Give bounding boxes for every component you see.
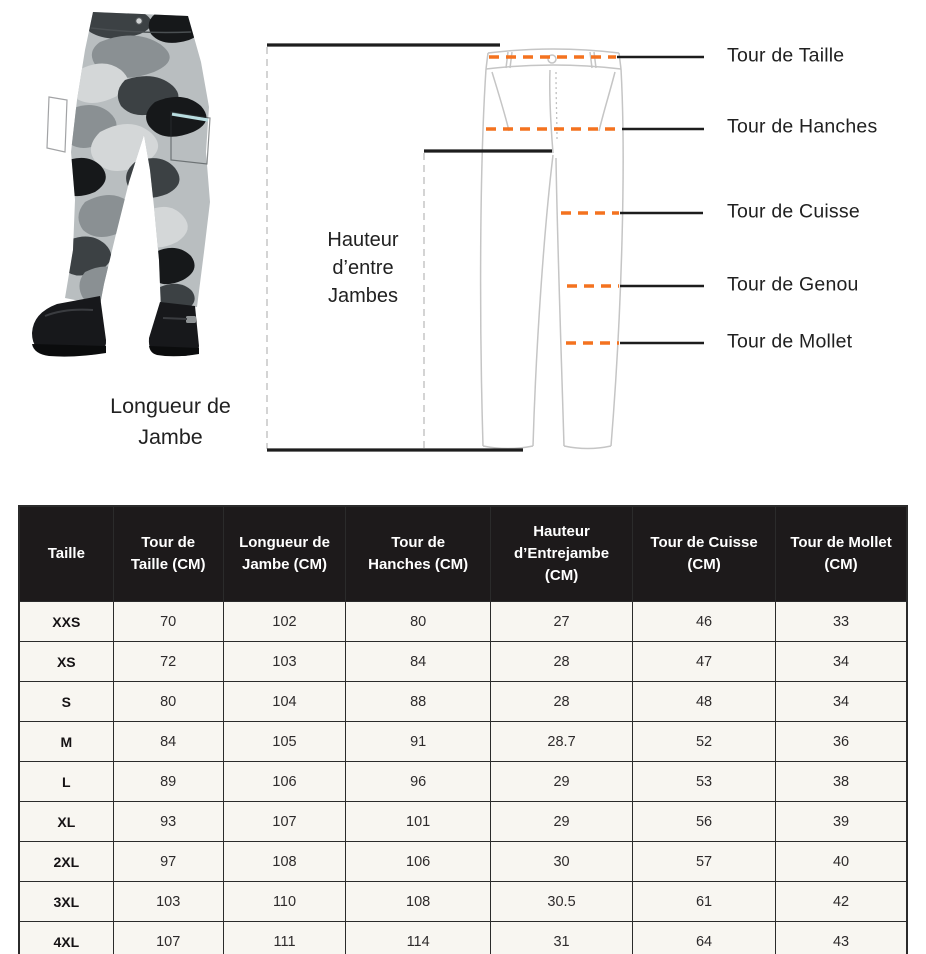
measurement-cell: 101 (346, 802, 491, 842)
measurement-cell: 111 (223, 922, 346, 954)
measurement-cell: 36 (776, 722, 907, 762)
measurement-cell: 107 (223, 802, 346, 842)
waist-measure-label: Tour de Taille (727, 44, 845, 67)
measurement-cell: 80 (113, 682, 223, 722)
size-cell: 4XL (19, 922, 113, 954)
measurement-cell: 47 (633, 642, 776, 682)
column-header-1: Tour de Taille (CM) (113, 506, 223, 602)
size-row-4xl (19, 922, 907, 954)
measurement-cell: 46 (633, 602, 776, 642)
leg-length-label-line2: Jambe (138, 425, 203, 449)
leg-length-label (58, 391, 283, 453)
measurement-cell: 30 (491, 842, 633, 882)
column-header-0: Taille (19, 506, 113, 602)
measurement-cell: 106 (223, 762, 346, 802)
measurement-cell: 38 (776, 762, 907, 802)
column-header-4: Hauteur d’Entrejambe (CM) (491, 506, 633, 602)
knee-measure-label: Tour de Genou (727, 273, 859, 296)
size-table-header (19, 506, 907, 602)
measurement-cell: 84 (113, 722, 223, 762)
measurement-cell: 70 (113, 602, 223, 642)
measurement-cell: 104 (223, 682, 346, 722)
size-row-l (19, 762, 907, 802)
size-cell: XXS (19, 602, 113, 642)
measurement-cell: 34 (776, 642, 907, 682)
measurement-cell: 27 (491, 602, 633, 642)
size-row-xl (19, 802, 907, 842)
measurement-cell: 34 (776, 682, 907, 722)
measurement-cell: 33 (776, 602, 907, 642)
measurement-cell: 57 (633, 842, 776, 882)
measurement-cell: 96 (346, 762, 491, 802)
leg-length-label-line1: Longueur de (110, 394, 231, 418)
measurement-cell: 61 (633, 882, 776, 922)
measurement-cell: 48 (633, 682, 776, 722)
size-cell: L (19, 762, 113, 802)
measurement-cell: 29 (491, 762, 633, 802)
measurement-cell: 80 (346, 602, 491, 642)
measurement-cell: 28 (491, 682, 633, 722)
measurement-cell: 102 (223, 602, 346, 642)
measurement-cell: 64 (633, 922, 776, 954)
measurement-cell: 72 (113, 642, 223, 682)
measurement-cell: 97 (113, 842, 223, 882)
measurement-cell: 42 (776, 882, 907, 922)
column-header-3: Tour de Hanches (CM) (346, 506, 491, 602)
size-cell: M (19, 722, 113, 762)
measurement-cell: 103 (223, 642, 346, 682)
pants-outline-sketch (481, 49, 624, 449)
calf-measure-label: Tour de Mollet (727, 330, 853, 353)
measurement-cell: 105 (223, 722, 346, 762)
measurement-cell: 39 (776, 802, 907, 842)
measurement-cell: 40 (776, 842, 907, 882)
inseam-label-line2: d’entre (332, 257, 394, 279)
size-row-2xl (19, 842, 907, 882)
size-row-3xl (19, 882, 907, 922)
measurement-cell: 89 (113, 762, 223, 802)
measurement-cell: 30.5 (491, 882, 633, 922)
size-cell: 3XL (19, 882, 113, 922)
measurement-cell: 53 (633, 762, 776, 802)
size-cell: XS (19, 642, 113, 682)
size-row-xxs (19, 602, 907, 642)
size-row-m (19, 722, 907, 762)
measurement-cell: 88 (346, 682, 491, 722)
column-header-6: Tour de Mollet (CM) (776, 506, 907, 602)
column-header-5: Tour de Cuisse (CM) (633, 506, 776, 602)
measurement-cell: 108 (223, 842, 346, 882)
size-cell: XL (19, 802, 113, 842)
measurement-cell: 108 (346, 882, 491, 922)
measurement-cell: 91 (346, 722, 491, 762)
inseam-label-line1: Hauteur (327, 229, 399, 251)
measurement-cell: 103 (113, 882, 223, 922)
size-table (18, 505, 908, 954)
measurement-cell: 28 (491, 642, 633, 682)
measurement-cell: 28.7 (491, 722, 633, 762)
thigh-measure-label: Tour de Cuisse (727, 200, 860, 223)
measurement-cell: 43 (776, 922, 907, 954)
measurement-cell: 106 (346, 842, 491, 882)
measurement-cell: 114 (346, 922, 491, 954)
measurement-cell: 31 (491, 922, 633, 954)
measurement-cell: 29 (491, 802, 633, 842)
size-row-xs (19, 642, 907, 682)
measurement-cell: 110 (223, 882, 346, 922)
measurement-cell: 52 (633, 722, 776, 762)
measurement-cell: 56 (633, 802, 776, 842)
size-cell: 2XL (19, 842, 113, 882)
measurement-cell: 84 (346, 642, 491, 682)
column-header-2: Longueur de Jambe (CM) (223, 506, 346, 602)
size-row-s (19, 682, 907, 722)
inseam-label (283, 226, 443, 310)
measurement-cell: 107 (113, 922, 223, 954)
measurement-cell: 93 (113, 802, 223, 842)
hips-measure-label: Tour de Hanches (727, 115, 878, 138)
size-cell: S (19, 682, 113, 722)
inseam-label-line3: Jambes (327, 285, 399, 307)
